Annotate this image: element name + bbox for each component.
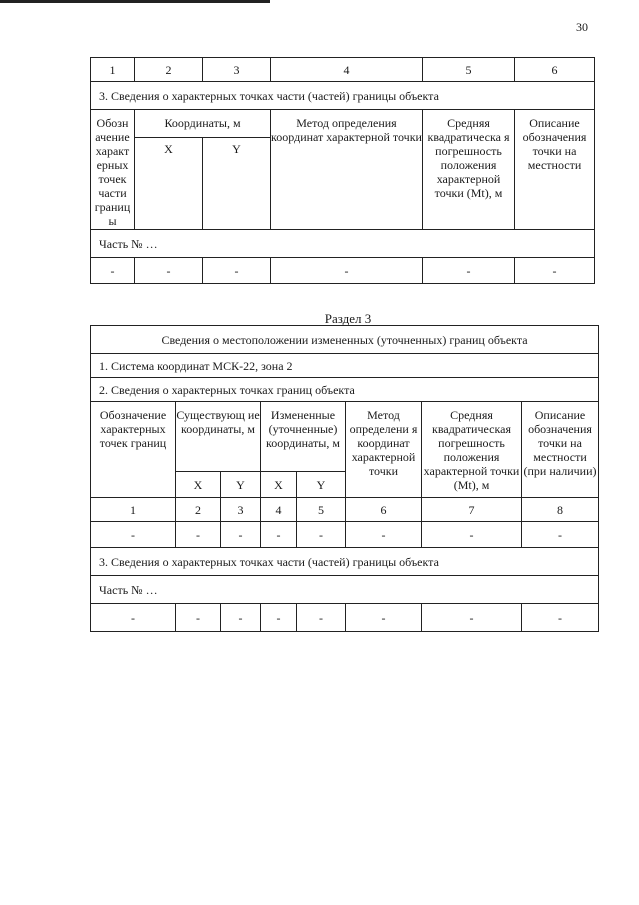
table-header-row [91,402,599,472]
column-number: 1 [91,58,135,82]
dash-cell: - [271,258,423,284]
header-changed-coordinates: Измененные (уточненные) координаты, м [261,402,346,472]
header-x: X [261,472,297,498]
table-row [91,354,599,378]
page-number: 30 [576,20,588,34]
dash-cell: - [297,522,346,548]
header-point-label: Обозначение характерных точек границ [91,402,176,498]
header-y: Y [297,472,346,498]
column-number: 4 [271,58,423,82]
header-x: X [135,138,203,230]
dash-cell: - [422,604,522,632]
table-row [91,378,599,402]
column-number: 2 [135,58,203,82]
table-row [91,326,599,354]
dash-cell: - [297,604,346,632]
header-y: Y [221,472,261,498]
column-number: 6 [346,498,422,522]
column-number: 7 [422,498,522,522]
dash-cell: - [221,522,261,548]
table-header-row [91,110,595,138]
dash-cell: - [422,522,522,548]
column-number: 2 [176,498,221,522]
column-number: 3 [203,58,271,82]
dash-cell: - [135,258,203,284]
section-title: 3. Сведения о характерных точках части (частей) границы объекта [91,82,595,110]
column-number: 1 [91,498,176,522]
table-row [91,604,599,632]
table-row [91,576,599,604]
table-part-points [90,57,595,284]
header-x: X [176,472,221,498]
table-row [91,58,595,82]
dash-cell: - [522,522,599,548]
column-number: 5 [423,58,515,82]
header-method: Метод определени я координат характерной точки [346,402,422,498]
header-y: Y [203,138,271,230]
dash-cell: - [91,258,135,284]
header-point-label: Обозн ачение характ ерных точек части границ ы [91,110,135,230]
dash-cell: - [221,604,261,632]
subsection-title: 3. Сведения о характерных точках части (частей) границы объекта [91,548,599,576]
dash-cell: - [91,604,176,632]
dash-cell: - [176,522,221,548]
dash-cell: - [515,258,595,284]
header-error: Средняя квадратическа я погрешность положения характерной точки (Mt), м [423,110,515,230]
column-number: 6 [515,58,595,82]
column-number: 8 [522,498,599,522]
header-method: Метод определения координат характерной точки [271,110,423,230]
dash-cell: - [261,604,297,632]
dash-cell: - [346,522,422,548]
top-rule [0,0,270,3]
header-description: Описание обозначения точки на местности [515,110,595,230]
dash-cell: - [346,604,422,632]
dash-cell: - [261,522,297,548]
column-number: 4 [261,498,297,522]
dash-cell: - [176,604,221,632]
header-existing-coordinates: Существующ ие координаты, м [176,402,261,472]
header-description: Описание обозначения точки на местности (при наличии) [522,402,599,498]
column-number: 3 [221,498,261,522]
section-heading: Раздел 3 [324,311,372,326]
table-row [91,548,599,576]
table-row [91,230,595,258]
table-row [91,522,599,548]
header-coordinates: Координаты, м [135,110,271,138]
coordinate-system: 1. Система координат МСК-22, зона 2 [91,354,599,378]
dash-cell: - [522,604,599,632]
dash-cell: - [423,258,515,284]
part-row: Часть № … [91,230,595,258]
table-title: Сведения о местоположении измененных (уточненных) границ объекта [91,326,599,354]
table-row [91,258,595,284]
dash-cell: - [203,258,271,284]
table-row [91,82,595,110]
table-row [91,498,599,522]
part-row: Часть № … [91,576,599,604]
column-number: 5 [297,498,346,522]
subsection-title: 2. Сведения о характерных точках границ объекта [91,378,599,402]
table-changed-boundaries [90,325,599,632]
header-error: Средняя квадратическая погрешность положения характерной точки (Mt), м [422,402,522,498]
dash-cell: - [91,522,176,548]
